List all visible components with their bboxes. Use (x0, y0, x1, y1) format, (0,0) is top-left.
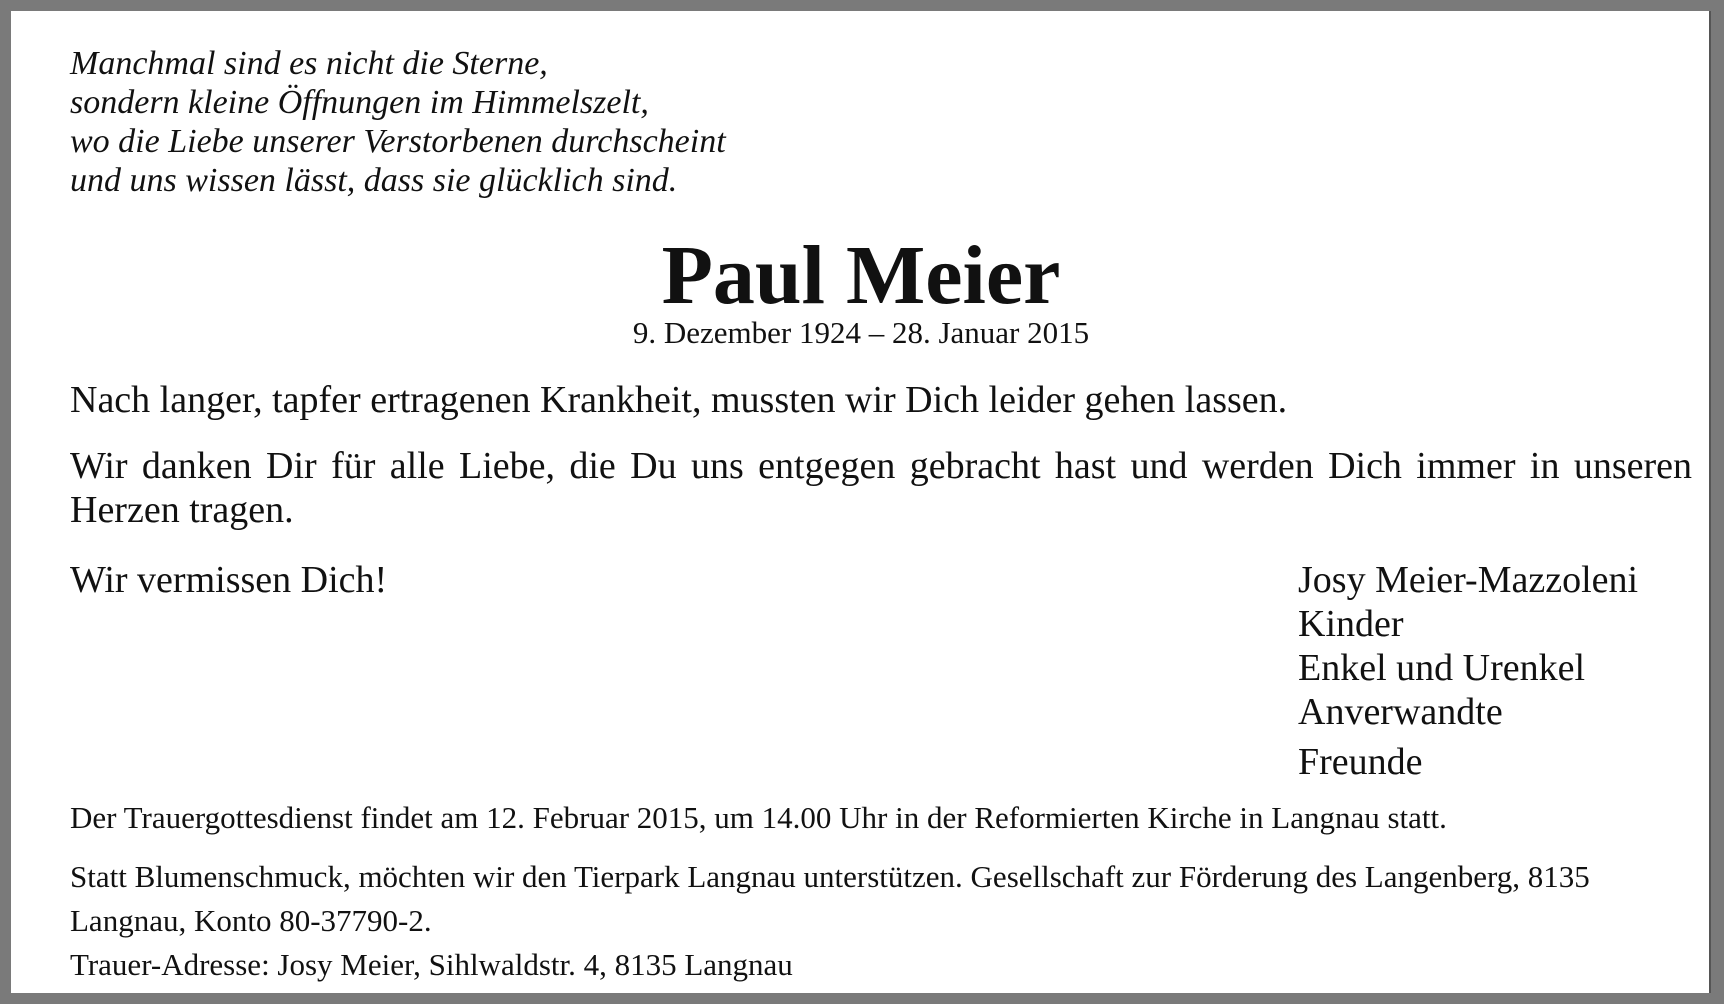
poem-line: und uns wissen lässt, dass sie glücklich sind. (70, 162, 678, 199)
deceased-name: Paul Meier (661, 229, 1061, 322)
closing-line: Wir vermissen Dich! (70, 559, 388, 601)
mourner-item: Kinder (1298, 603, 1404, 645)
service-notice: Der Trauergottesdienst findet am 12. Februar 2015, um 14.00 Uhr in der Reformierten Kirche in Langnau statt. (70, 800, 1447, 835)
mourner-item: Anverwandte (1298, 691, 1503, 733)
message-paragraph-1: Nach langer, tapfer ertragenen Krankheit, mussten wir Dich leider gehen lassen. (70, 379, 1288, 421)
life-dates: 9. Dezember 1924 – 28. Januar 2015 (632, 315, 1090, 350)
poem-line: sondern kleine Öffnungen im Himmelszelt, (70, 84, 649, 121)
message-paragraph-2: Wir danken Dir für alle Liebe, die Du uns entgegen gebracht hast und werden Dich immer in unseren Herzen tragen. (70, 445, 1692, 531)
poem-line: Manchmal sind es nicht die Sterne, (70, 45, 548, 82)
mourner-item: Josy Meier-Mazzoleni (1298, 559, 1639, 601)
obituary-card (11, 11, 1711, 993)
mourners-list (1298, 558, 1638, 782)
mourning-address: Trauer-Adresse: Josy Meier, Sihlwaldstr. 4, 8135 Langnau (70, 947, 793, 982)
mourner-item: Freunde (1298, 741, 1423, 783)
mourner-item: Enkel und Urenkel (1298, 647, 1586, 689)
donation-notice: Statt Blumenschmuck, möchten wir den Tierpark Langnau unterstützen. Gesellschaft zur Förderung des Langenberg, 8135 Langnau, Konto 80-37790-2. (70, 859, 1590, 938)
poem-line: wo die Liebe unserer Verstorbenen durchscheint (70, 123, 726, 160)
poem (70, 44, 726, 200)
